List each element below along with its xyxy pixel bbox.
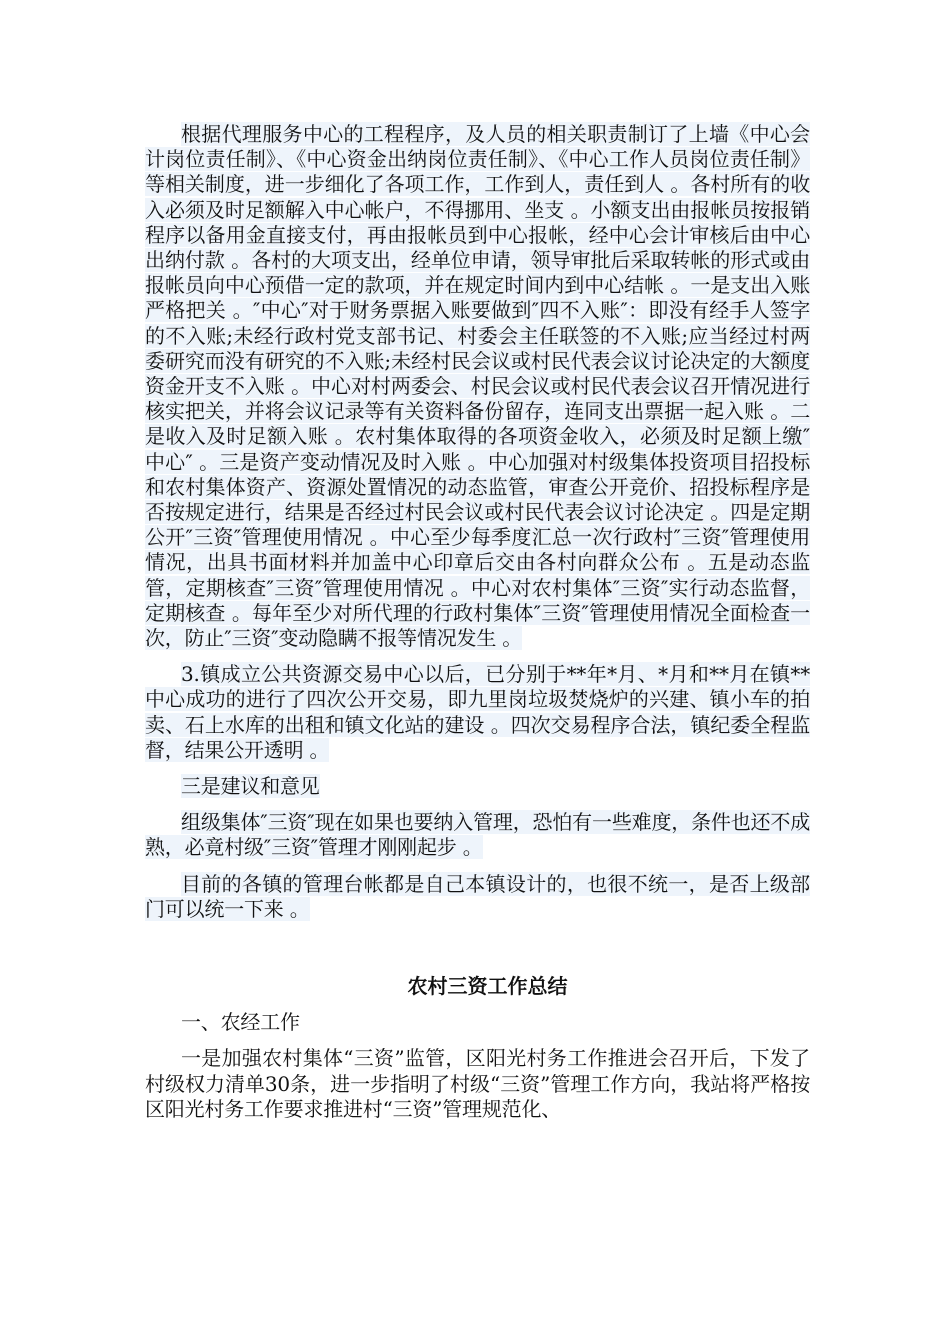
section-heading-text: 一、农经工作: [181, 1010, 300, 1035]
paragraph-ledger-unification: [145, 872, 810, 922]
paragraph-agency-procedures: [145, 122, 810, 651]
paragraph-text: 目前的各镇的管理台帐都是自己本镇设计的，也很不统一，是否上级部门可以统一下来 。: [145, 871, 810, 921]
paragraph-text: 一是加强农村集体“三资”监管，区阳光村务工作推进会召开后，下发了村级权力清单30条，进一步指明了村级“三资”管理工作方向，我站将严格按区阳光村务工作要求推进村“三资”管理规范化、: [145, 1046, 810, 1121]
paragraph-text: 3.镇成立公共资源交易中心以后，已分别于**年*月、*月和**月在镇**中心成功的进行了四次公开交易，即九里岗垃圾焚烧炉的兴建、镇小车的拍卖、石上水库的出租和镇文化站的建设 。四次交易程序合法，镇纪委全程监督，结果公开透明 。: [145, 662, 810, 762]
paragraph-group-collective: [145, 810, 810, 860]
section-heading: [145, 1010, 810, 1035]
paragraph-text: 三是建议和意见: [181, 774, 320, 799]
paragraph-text: 组级集体″三资″现在如果也要纳入管理，恐怕有一些难度，条件也还不成熟，必竟村级″三资″管理才刚刚起步 。: [145, 810, 810, 860]
document-title: 农村三资工作总结: [407, 974, 568, 999]
paragraph-public-resource-trading: [145, 662, 810, 763]
paragraph-suggestions-heading: [145, 774, 810, 799]
document-body: [145, 122, 810, 1122]
paragraph-text: 根据代理服务中心的工程程序，及人员的相关职责制订了上墙《中心会计岗位责任制》、《中心资金出纳岗位责任制》、《中心工作人员岗位责任制》等相关制度，进一步细化了各项工作，工作到人，责任到人 。各村所有的收入必须及时足额解入中心帐户，不得挪用、坐支 。小额支出由报帐员按报销程序以备用金直接支付，再由报帐员到中心报帐，经中心会计审核后由中心出纳付款 。各村的大项支出，经单位申请，领导审批后采取转帐的形式或由报帐员向中心预借一定的款项，并在规定时间内到中心结帐 。一是支出入账严格把关 。″中心″对于财务票据入账要做到″四不入账″：即没有经手人签字的不入账;未经行政村党支部书记、村委会主任联签的不入账;应当经过村两委研究而没有研究的不入账;未经村民会议或村民代表会议讨论决定的大额度资金开支不入账 。中心对村两委会、村民会议或村民代表会议召开情况进行核实把关，并将会议记录等有关资料备份留存，连同支出票据一起入账 。二是收入及时足额入账 。农村集体取得的各项资金收入，必须及时足额上缴″中心″ 。三是资产变动情况及时入账 。中心加强对村级集体投资项目招投标和农村集体资产、资源处置情况的动态监管，审查公开竞价、招投标程序是否按规定进行，结果是否经过村民会议或村民代表会议讨论决定 。四是定期公开″三资″管理使用情况 。中心至少每季度汇总一次行政村″三资″管理使用情况，出具书面材料并加盖中心印章后交由各村向群众公布 。五是动态监管，定期核查″三资″管理使用情况 。中心对农村集体″三资″实行动态监督，定期核查 。每年至少对所代理的行政村集体″三资″管理使用情况全面检查一次，防止″三资″变动隐瞒不报等情况发生 。: [145, 122, 810, 651]
paragraph-supervision: [145, 1046, 810, 1122]
